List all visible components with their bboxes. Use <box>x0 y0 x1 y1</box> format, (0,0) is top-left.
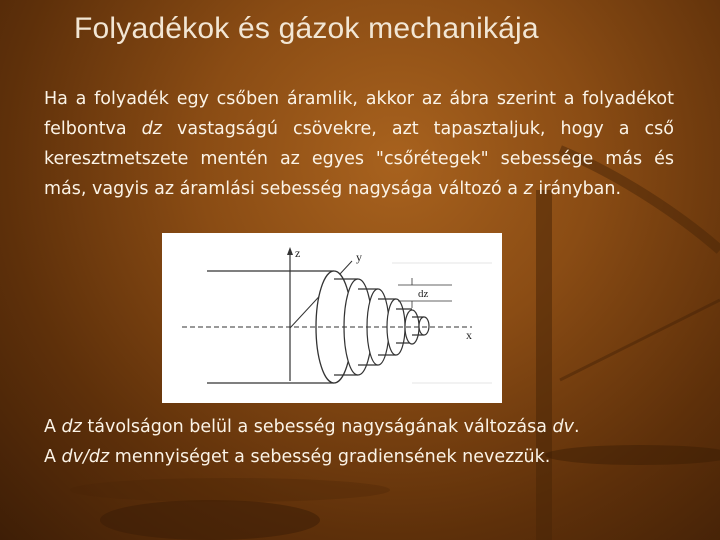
dz-label: dz <box>418 288 429 300</box>
paragraph-text: vastagságú csövekre, azt tapasztaljuk, hogy a cső keresztmetszete mentén az egyes "csőrétegek" sebessége más és más, vagyis az áramlási sebesség nagysága változó a <box>44 119 674 199</box>
paragraph-text: Ha a folyadék egy csőben áramlik, akkor az ábra szerint a folyadékot felbontva <box>44 89 674 139</box>
paragraph-text: irányban. <box>532 179 622 199</box>
pipe-layers-figure <box>162 233 502 403</box>
gradient-line-2: A dv/dz mennyiséget a sebesség gradiensének nevezzük. <box>44 447 551 467</box>
dv-term: dv <box>552 417 574 437</box>
x-axis-label: x <box>466 328 472 342</box>
dvdz-term: dv/dz <box>61 447 110 467</box>
y-axis-label: y <box>356 250 362 264</box>
pipe-diagram <box>162 233 502 403</box>
gradient-paragraph <box>44 412 684 472</box>
z-axis-label: z <box>295 246 301 260</box>
dz-term: dz <box>61 417 82 437</box>
gradient-line-1: A dz távolságon belül a sebesség nagyságának változása dv. <box>44 417 580 437</box>
slide-title: Folyadékok és gázok mechanikája <box>74 12 539 45</box>
intro-paragraph <box>44 84 674 204</box>
z-term: z <box>523 179 533 199</box>
dz-term: dz <box>141 119 162 139</box>
